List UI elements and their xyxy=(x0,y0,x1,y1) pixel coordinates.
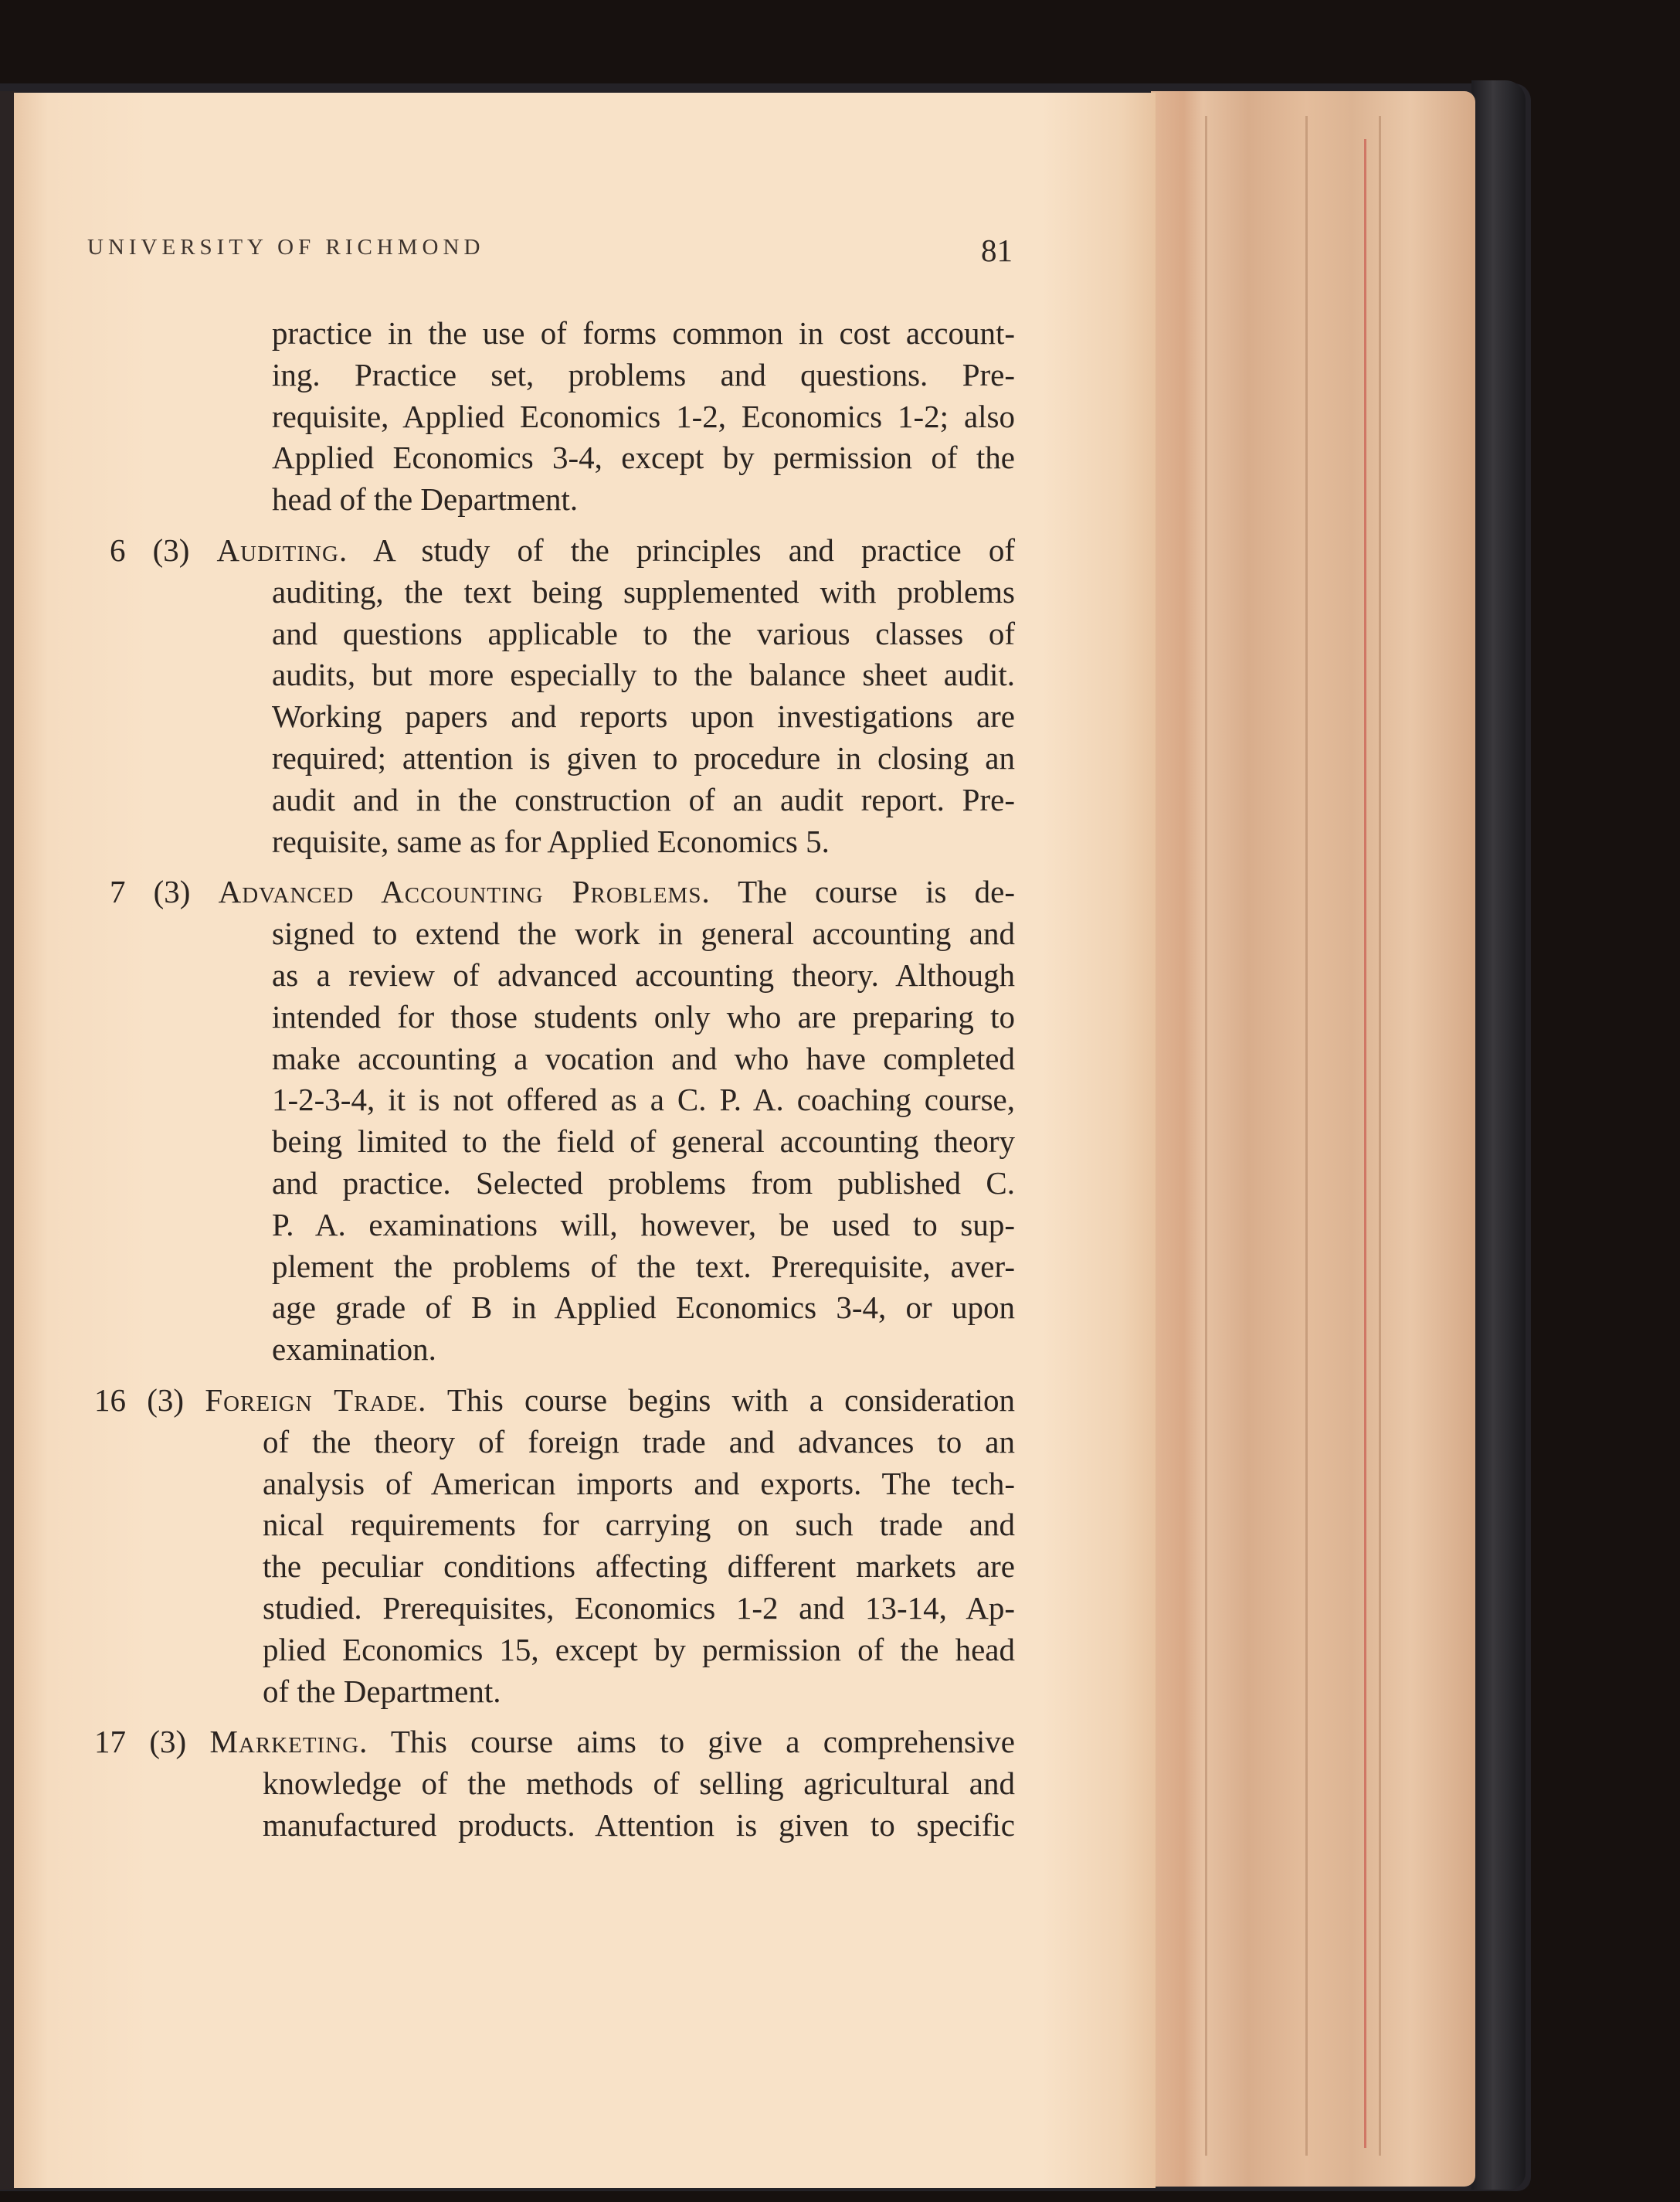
course-heading xyxy=(110,871,1015,912)
course-line: the peculiar conditions affecting different markets are xyxy=(263,1548,1015,1585)
course-first-line: The course is de- xyxy=(738,874,1015,910)
course-line: analysis of American imports and exports. The tech- xyxy=(263,1465,1015,1501)
course-heading xyxy=(94,1721,1015,1762)
course-line: audit and in the construction of an audit report. Pre- xyxy=(272,781,1015,817)
course-heading xyxy=(94,1379,1015,1421)
course-title: Foreign Trade. xyxy=(205,1382,427,1418)
course-first-line: This course begins with a consideration xyxy=(446,1382,1016,1418)
course-title: Auditing. xyxy=(216,532,348,568)
course-number: 6 xyxy=(110,532,126,568)
course-title: Advanced Accounting Problems. xyxy=(218,874,711,910)
course-credits: (3) xyxy=(147,1382,185,1418)
course-line: examination. xyxy=(272,1331,436,1368)
course-credits: (3) xyxy=(149,1724,187,1760)
course-line: manufactured products. Attention is given to specific xyxy=(263,1807,1015,1843)
course-line: knowledge of the methods of selling agricultural and xyxy=(263,1765,1015,1802)
course-number: 17 xyxy=(94,1724,126,1760)
course-line: signed to extend the work in general accounting and xyxy=(272,916,1015,952)
course-first-line: A study of the principles and practice of xyxy=(373,532,1015,568)
course-line: intended for those students only who are preparing to xyxy=(272,998,1015,1035)
course-number: 16 xyxy=(94,1382,126,1418)
course-line: make accounting a vocation and who have completed xyxy=(272,1040,1015,1076)
course-first-line: This course aims to give a comprehensive xyxy=(390,1724,1015,1760)
course-title: Marketing. xyxy=(209,1724,368,1760)
course-line: of the Department. xyxy=(263,1673,501,1709)
course-line: being limited to the field of general accounting theory xyxy=(272,1123,1015,1160)
course-line: and practice. Selected problems from published C. xyxy=(272,1165,1015,1201)
course-credits: (3) xyxy=(153,874,191,910)
course-line: Working papers and reports upon investigations are xyxy=(272,698,1015,735)
intro-line: head of the Department. xyxy=(272,481,579,518)
page-number: 81 xyxy=(981,233,1013,268)
intro-line: Applied Economics 3-4, except by permission of the xyxy=(272,440,1015,476)
course-line: studied. Prerequisites, Economics 1-2 and 13-14, Ap- xyxy=(263,1590,1015,1626)
course-line: of the theory of foreign trade and advances to an xyxy=(263,1423,1015,1460)
course-credits: (3) xyxy=(152,532,190,568)
intro-line: practice in the use of forms common in cost account- xyxy=(272,315,1015,351)
course-line: nical requirements for carrying on such trade and xyxy=(263,1507,1015,1543)
course-line: plement the problems of the text. Prerequisite, aver- xyxy=(272,1248,1015,1284)
course-line: required; attention is given to procedure in closing an xyxy=(272,740,1015,776)
intro-line: requisite, Applied Economics 1-2, Economics 1-2; also xyxy=(272,398,1015,434)
course-line: plied Economics 15, except by permission of the head xyxy=(263,1631,1015,1667)
course-heading xyxy=(110,529,1015,571)
course-line: 1-2-3-4, it is not offered as a C. P. A. coaching course, xyxy=(272,1082,1015,1118)
course-line: as a review of advanced accounting theory. Although xyxy=(272,957,1015,993)
course-line: and questions applicable to the various classes of xyxy=(272,615,1015,651)
course-line: auditing, the text being supplemented with problems xyxy=(272,573,1015,610)
intro-line: ing. Practice set, problems and questions. Pre- xyxy=(272,356,1015,392)
course-line: requisite, same as for Applied Economics 5. xyxy=(272,823,830,859)
course-line: age grade of B in Applied Economics 3-4, or upon xyxy=(272,1290,1015,1326)
running-head: UNIVERSITY OF RICHMOND xyxy=(87,235,485,260)
course-line: audits, but more especially to the balance sheet audit. xyxy=(272,657,1015,693)
course-number: 7 xyxy=(110,874,126,910)
course-line: P. A. examinations will, however, be used to sup- xyxy=(272,1206,1015,1242)
